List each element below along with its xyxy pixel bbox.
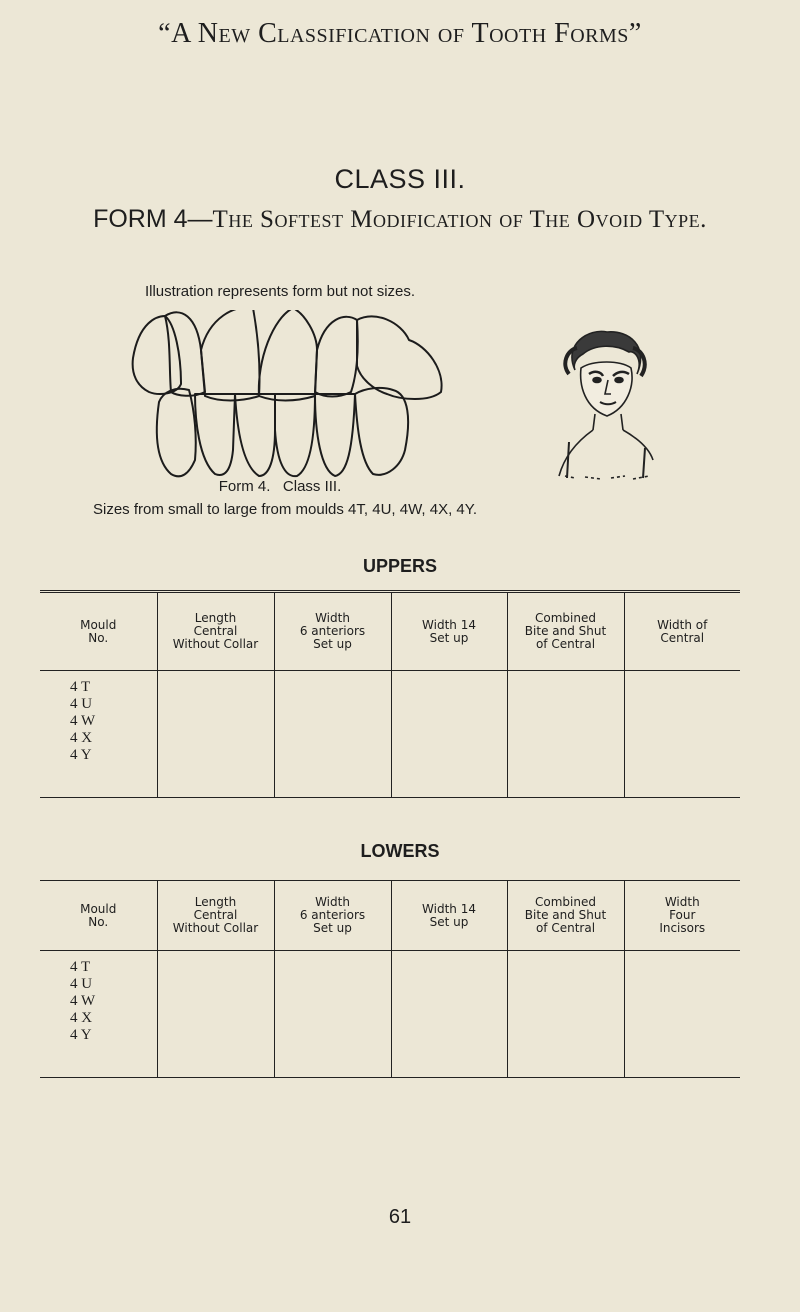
upper-left-lateral xyxy=(315,317,358,397)
column-header: Length Central Without Collar xyxy=(157,881,274,951)
blank-cell xyxy=(507,951,624,1078)
running-header: “A New Classification of Tooth Forms” xyxy=(158,18,642,49)
column-header: Length Central Without Collar xyxy=(157,592,274,671)
blank-cell xyxy=(157,671,274,798)
form-title-text: The Softest Modification of The Ovoid Type. xyxy=(212,206,707,233)
column-header: Width 14 Set up xyxy=(391,592,507,671)
column-header: Width Four Incisors xyxy=(624,881,740,951)
blank-cell xyxy=(274,671,391,798)
lower-left-canine xyxy=(355,388,408,475)
column-header: Combined Bite and Shut of Central xyxy=(507,881,624,951)
column-header: Width of Central xyxy=(624,592,740,671)
mould-number: 4 U xyxy=(70,696,93,712)
mould-number: 4 Y xyxy=(70,747,92,763)
table-header-row xyxy=(40,592,740,671)
lower-left-central xyxy=(275,394,315,476)
woman-portrait-illustration xyxy=(545,330,665,480)
mould-number: 4 U xyxy=(70,976,93,992)
upper-right-canine xyxy=(133,316,181,394)
mould-number: 4 T xyxy=(70,679,91,695)
mould-number: 4 X xyxy=(70,1010,93,1026)
table-header-row xyxy=(40,881,740,951)
form-title xyxy=(0,205,800,234)
mould-number: 4 T xyxy=(70,959,91,975)
lowers-table xyxy=(40,880,740,1078)
mould-list xyxy=(40,671,157,798)
running-header-title: New Classification of Tooth Forms xyxy=(197,18,629,49)
column-header: Width 14 Set up xyxy=(391,881,507,951)
figure-caption: Form 4. Class III. xyxy=(218,478,342,495)
column-header: Mould No. xyxy=(40,592,157,671)
table-row xyxy=(40,671,740,798)
lower-right-lateral xyxy=(195,394,235,475)
blank-cell xyxy=(391,671,507,798)
upper-left-canine xyxy=(357,316,442,399)
blank-cell xyxy=(624,951,740,1078)
uppers-title: UPPERS xyxy=(362,556,438,576)
blank-cell xyxy=(157,951,274,1078)
mould-number: 4 W xyxy=(70,993,96,1009)
lower-right-canine xyxy=(157,389,196,477)
mould-number: 4 X xyxy=(70,730,93,746)
class-title: CLASS III. xyxy=(334,164,466,194)
tooth-forms-illustration xyxy=(125,310,455,480)
mould-number: 4 Y xyxy=(70,1027,92,1043)
blank-cell xyxy=(391,951,507,1078)
blank-cell xyxy=(624,671,740,798)
lower-right-central xyxy=(235,394,275,476)
page-number: 61 xyxy=(388,1206,412,1228)
column-header: Combined Bite and Shut of Central xyxy=(507,592,624,671)
form-title-prefix: FORM 4— xyxy=(93,205,213,233)
uppers-table xyxy=(40,590,740,798)
mould-list xyxy=(40,951,157,1078)
sizes-note: Sizes from small to large from moulds 4T, 4U, 4W, 4X, 4Y. xyxy=(92,501,478,518)
column-header: Width 6 anteriors Set up xyxy=(274,881,391,951)
blank-cell xyxy=(274,951,391,1078)
table-row xyxy=(40,951,740,1078)
blank-cell xyxy=(507,671,624,798)
mould-number: 4 W xyxy=(70,713,96,729)
upper-right-central xyxy=(201,310,260,401)
illustration-note: Illustration represents form but not sizes. xyxy=(144,283,416,300)
column-header: Width 6 anteriors Set up xyxy=(274,592,391,671)
column-header: Mould No. xyxy=(40,881,157,951)
lower-left-lateral xyxy=(315,394,355,476)
upper-left-central xyxy=(259,310,317,401)
lowers-title: LOWERS xyxy=(360,841,440,861)
